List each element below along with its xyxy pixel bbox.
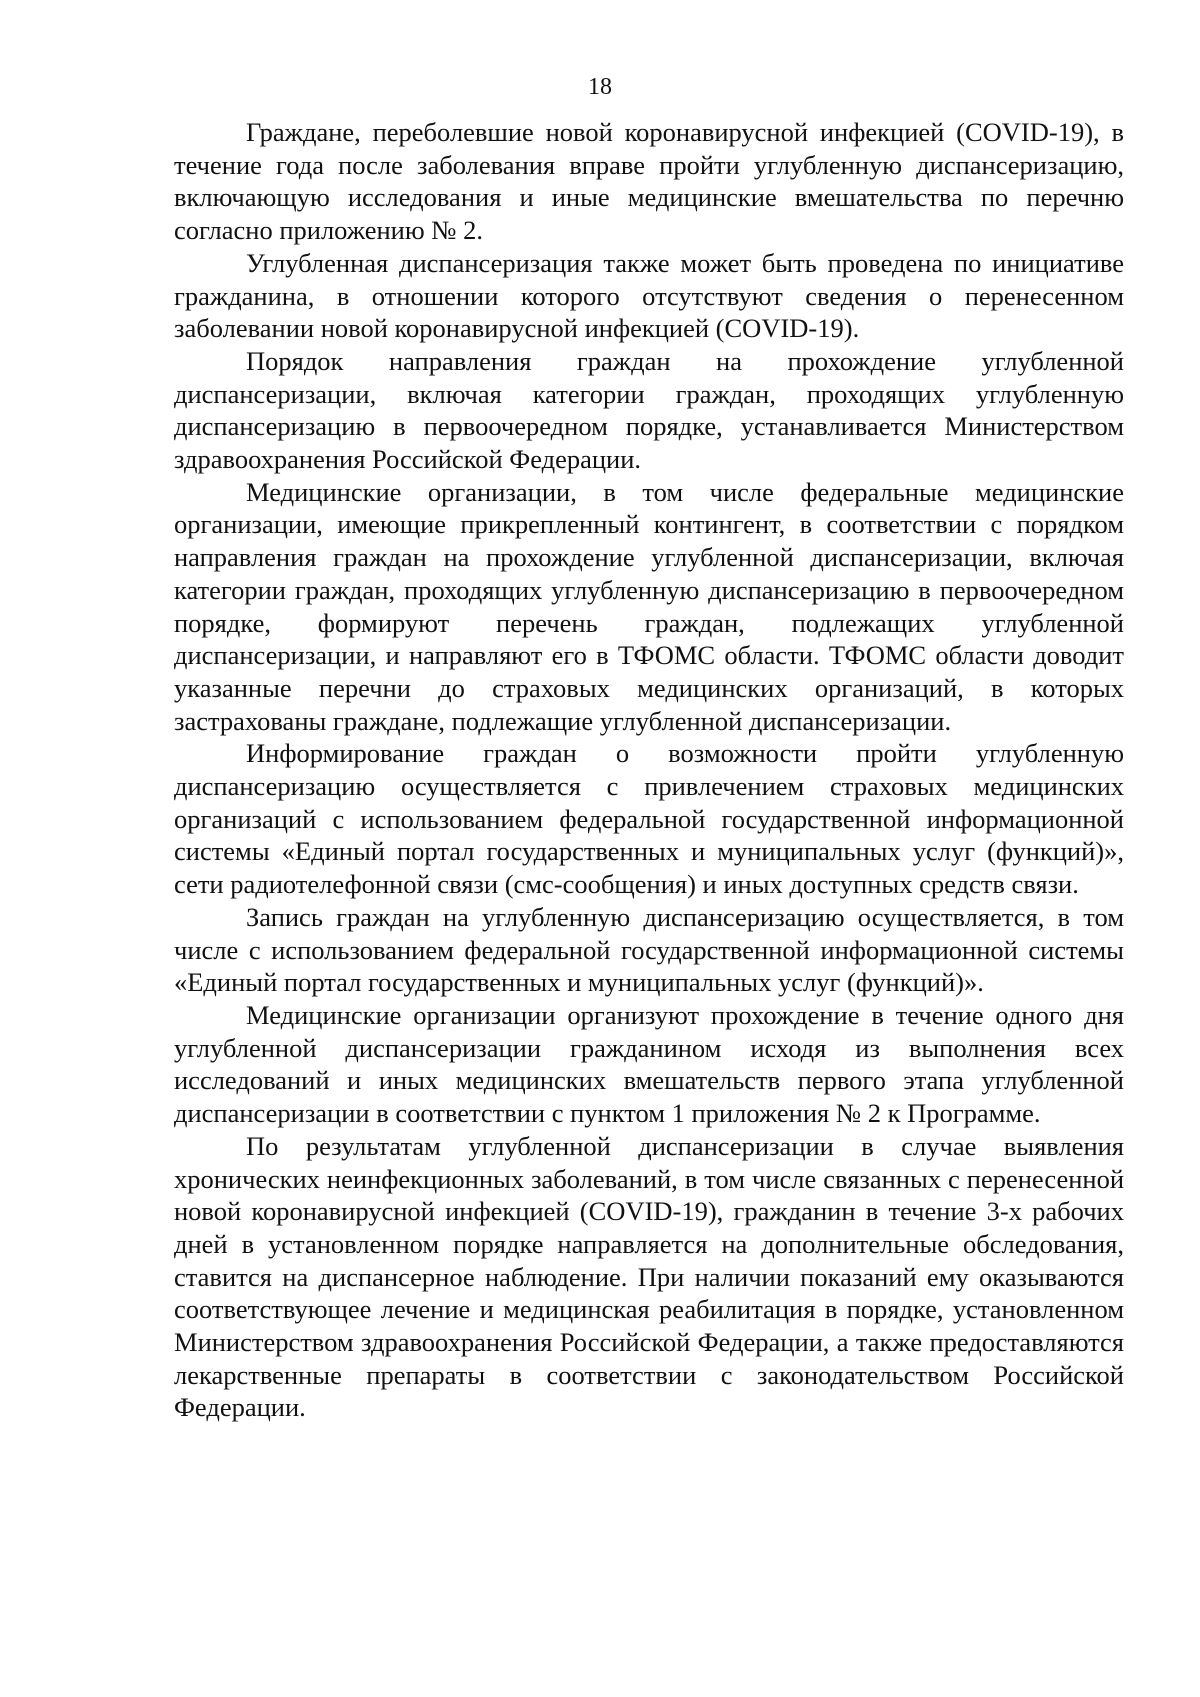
paragraph-registration: Запись граждан на углубленную диспансеризацию осуществляется, в том числе с использованием федеральной государственной информационной системы «Единый портал государственных и муниципальных услуг (функций)». (174, 901, 1124, 998)
document-body (174, 116, 1124, 1424)
page-number: 18 (588, 74, 612, 100)
paragraph-results-follow-up: По результатам углубленной диспансеризации в случае выявления хронических неинфекционных заболеваний, в том числе связанных с перенесенной новой коронавирусной инфекцией (COVID-19), гражданин в течение 3-х рабочих дней в установленном порядке направляется на дополнительные обследования, ставится на диспансерное наблюдение. При наличии показаний ему оказываются соответствующее лечение и медицинская реабилитация в порядке, установленном Министерством здравоохранения Российской Федерации, а также предоставляются лекарственные препараты в соответствии с законодательством Российской Федерации. (174, 1130, 1124, 1423)
paragraph-one-day-completion: Медицинские организации организуют прохождение в течение одного дня углубленной диспансеризации гражданином исходя из выполнения всех исследований и иных медицинских вмешательств первого этапа углубленной диспансеризации в соответствии с пунктом 1 приложения № 2 к Программе. (174, 999, 1124, 1129)
paragraph-citizen-initiative: Углубленная диспансеризация также может быть проведена по инициативе гражданина, в отношении которого отсутствуют сведения о перенесенном заболевании новой коронавирусной инфекцией (COVID-19). (174, 247, 1124, 344)
paragraph-covid-recovered-right: Граждане, переболевшие новой коронавирусной инфекцией (COVID-19), в течение года после заболевания вправе пройти углубленную диспансеризацию, включающую исследования и иные медицинские вмешательства по перечню согласно приложению № 2. (174, 117, 1124, 246)
paragraph-referral-procedure: Порядок направления граждан на прохождение углубленной диспансеризации, включая категории граждан, проходящих углубленную диспансеризацию в первоочередном порядке, устанавливается Министерством здравоохранения Российской Федерации. (174, 345, 1124, 475)
paragraph-informing-citizens: Информирование граждан о возможности пройти углубленную диспансеризацию осуществляется с привлечением страховых медицинских организаций с использованием федеральной государственной информационной системы «Единый портал государственных и муниципальных услуг (функций)», сети радиотелефонной связи (смс-сообщения) и иных доступных средств связи. (174, 738, 1124, 900)
paragraph-medical-organizations-lists: Медицинские организации, в том числе федеральные медицинские организации, имеющие прикрепленный контингент, в соответствии с порядком направления граждан на прохождение углубленной диспансеризации, включая категории граждан, проходящих углубленную диспансеризацию в первоочередном порядке, формируют перечень граждан, подлежащих углубленной диспансеризации, и направляют его в ТФОМС области. ТФОМС области доводит указанные перечни до страховых медицинских организаций, в которых застрахованы граждане, подлежащие углубленной диспансеризации. (174, 476, 1124, 736)
